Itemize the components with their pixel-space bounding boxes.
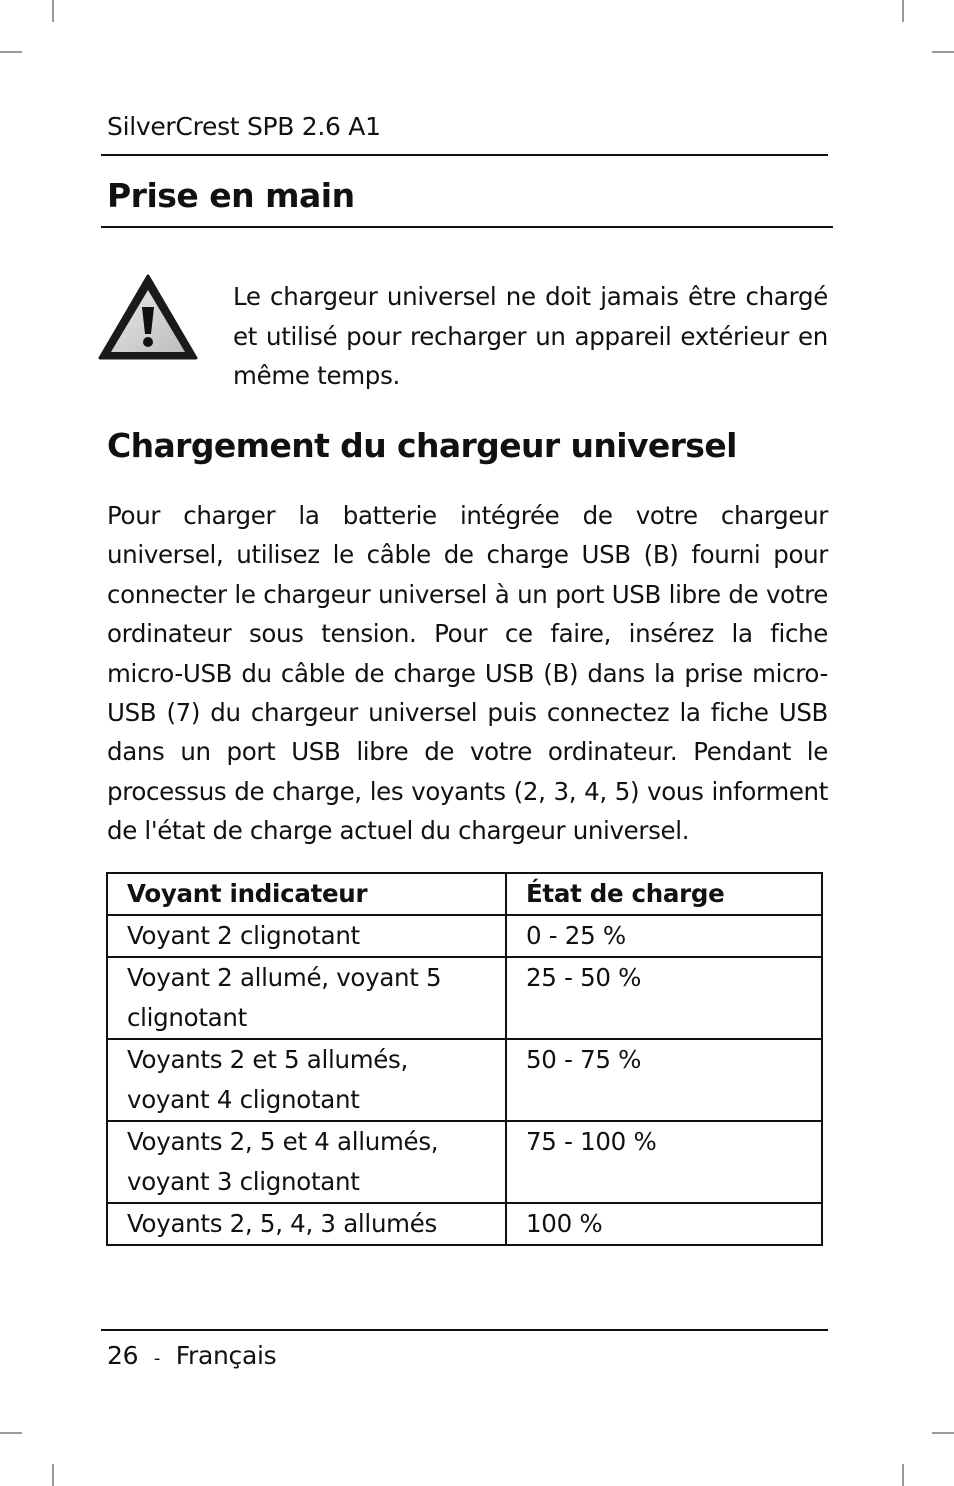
footer-rule	[101, 1329, 828, 1331]
table-header-row	[107, 873, 822, 915]
footer-language: Français	[175, 1341, 277, 1370]
table-row	[107, 915, 822, 957]
table-cell-voyant: Voyants 2, 5, 4, 3 allumés	[107, 1203, 506, 1245]
table-cell-voyant: Voyant 2 allumé, voyant 5 clignotant	[107, 957, 506, 1039]
section-title-chargement: Chargement du chargeur universel	[107, 426, 737, 465]
section-title-rule	[101, 226, 833, 228]
crop-mark-top-right-vertical	[902, 0, 904, 22]
table-cell-etat: 25 - 50 %	[506, 957, 822, 1039]
charge-status-table	[106, 872, 823, 1246]
table-header-etat: État de charge	[506, 873, 822, 915]
table-cell-etat: 75 - 100 %	[506, 1121, 822, 1203]
crop-mark-bottom-right-horizontal	[932, 1432, 954, 1434]
table-header-voyant: Voyant indicateur	[107, 873, 506, 915]
crop-mark-bottom-left-vertical	[52, 1464, 54, 1486]
warning-text: Le chargeur universel ne doit jamais être chargé et utilisé pour recharger un appareil extérieur en même temps.	[233, 282, 828, 390]
crop-mark-top-left-horizontal	[0, 51, 22, 53]
page-number: 26	[107, 1341, 139, 1370]
crop-mark-top-right-horizontal	[932, 51, 954, 53]
table-cell-voyant: Voyants 2, 5 et 4 allumés, voyant 3 clignotant	[107, 1121, 506, 1203]
body-paragraph: Pour charger la batterie intégrée de votre chargeur universel, utilisez le câble de charge USB (B) fourni pour connecter le chargeur universel à un port USB libre de votre ordinateur sous tension. Pour ce faire, insérez la fiche micro-USB du câble de charge USB (B) dans la prise micro-USB (7) du chargeur universel puis connectez la fiche USB dans un port USB libre de votre ordinateur. Pendant le processus de charge, les voyants (2, 3, 4, 5) vous informent de l'état de charge actuel du chargeur universel.	[107, 501, 828, 846]
running-header: SilverCrest SPB 2.6 A1	[107, 112, 381, 141]
header-rule	[101, 154, 828, 156]
table-row	[107, 957, 822, 1039]
table-row	[107, 1121, 822, 1203]
crop-mark-bottom-left-horizontal	[0, 1432, 22, 1434]
table-cell-etat: 100 %	[506, 1203, 822, 1245]
table-cell-etat: 50 - 75 %	[506, 1039, 822, 1121]
warning-triangle-icon	[98, 274, 198, 362]
table-row	[107, 1039, 822, 1121]
table-cell-voyant: Voyants 2 et 5 allumés, voyant 4 clignotant	[107, 1039, 506, 1121]
table-cell-etat: 0 - 25 %	[506, 915, 822, 957]
footer-separator: -	[153, 1348, 161, 1369]
section-title-prise-en-main: Prise en main	[107, 176, 355, 215]
table-row	[107, 1203, 822, 1245]
crop-mark-top-left-vertical	[52, 0, 54, 22]
table-cell-voyant: Voyant 2 clignotant	[107, 915, 506, 957]
crop-mark-bottom-right-vertical	[902, 1464, 904, 1486]
page-footer	[107, 1341, 276, 1370]
